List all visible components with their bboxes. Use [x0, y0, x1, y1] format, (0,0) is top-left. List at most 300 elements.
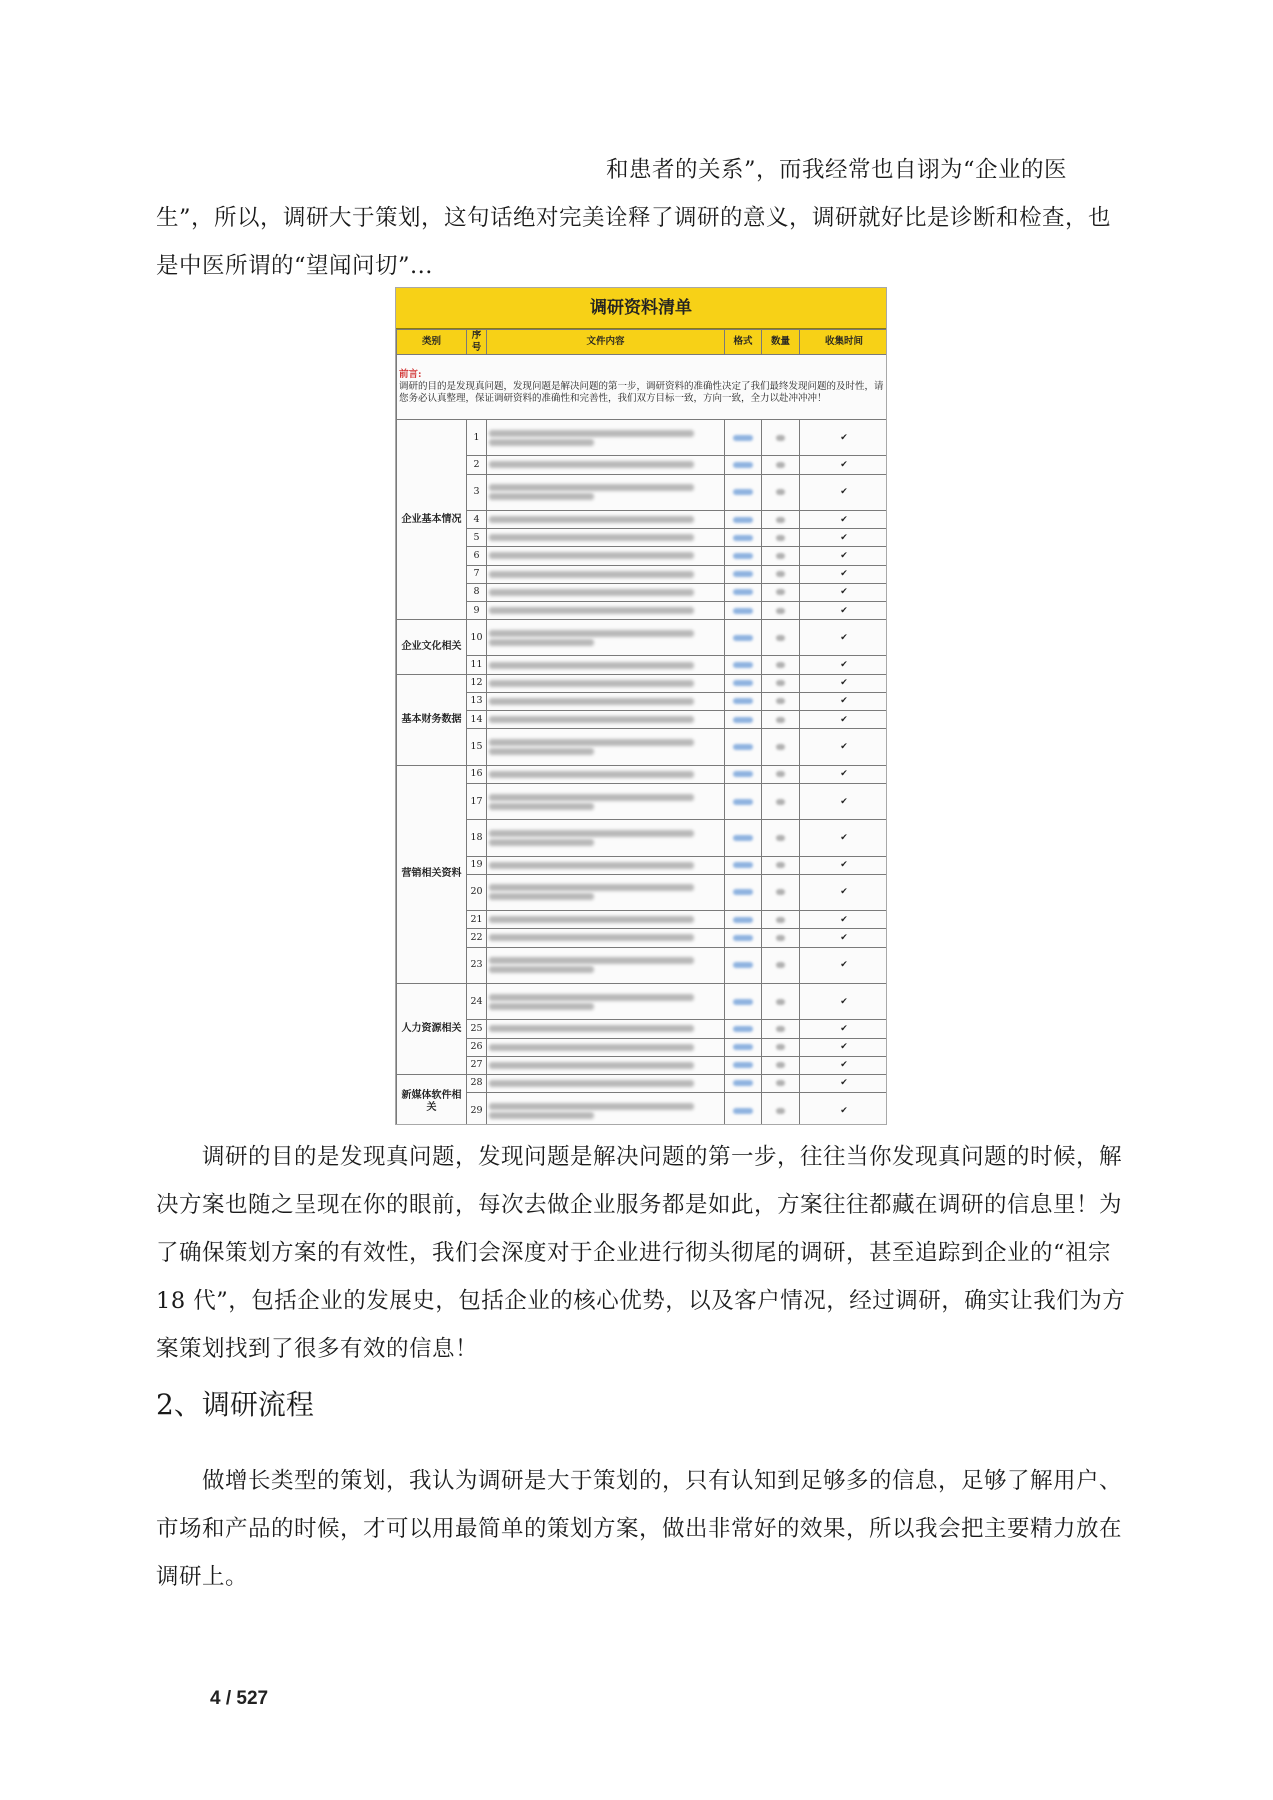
blurred-text	[489, 461, 694, 468]
header-content: 文件内容	[487, 330, 725, 355]
check-icon: ✔	[840, 514, 848, 525]
table-row	[397, 1074, 888, 1092]
content-cell-redacted	[487, 711, 725, 729]
table-row	[397, 1056, 888, 1074]
check-icon: ✔	[840, 1042, 848, 1053]
collect-time-cell	[800, 711, 888, 729]
blurred-text	[489, 1112, 594, 1119]
format-cell-redacted	[725, 1074, 762, 1092]
content-cell-redacted	[487, 874, 725, 910]
table-row	[397, 983, 888, 1019]
format-cell-redacted	[725, 474, 762, 510]
content-cell-redacted	[487, 510, 725, 528]
index-cell: 14	[467, 711, 487, 729]
body-line-2: 决方案也随之呈现在你的眼前，每次去做企业服务都是如此，方案往往都藏在调研的信息里！为	[156, 1192, 1123, 1218]
content-cell-redacted	[487, 547, 725, 565]
quantity-cell-redacted	[762, 547, 800, 565]
blurred-quantity	[776, 553, 786, 559]
blurred-text	[489, 1025, 694, 1032]
content-cell-redacted	[487, 947, 725, 983]
quantity-cell-redacted	[762, 1056, 800, 1074]
blurred-text	[489, 430, 694, 437]
table-row	[397, 729, 888, 765]
format-cell-redacted	[725, 656, 762, 674]
blurred-quantity	[776, 962, 786, 968]
blurred-quantity	[776, 889, 786, 895]
blurred-text	[489, 680, 694, 687]
table-title: 调研资料清单	[396, 288, 886, 329]
content-cell-redacted	[487, 420, 725, 456]
index-cell: 2	[467, 456, 487, 474]
format-cell-redacted	[725, 783, 762, 819]
table-row	[397, 420, 888, 456]
check-icon: ✔	[840, 1023, 848, 1034]
blurred-text	[489, 830, 694, 837]
blurred-format	[733, 862, 752, 868]
blurred-text	[489, 1003, 594, 1010]
check-icon: ✔	[840, 532, 848, 543]
collect-time-cell	[800, 656, 888, 674]
blurred-quantity	[776, 571, 786, 577]
table-row	[397, 856, 888, 874]
collect-time-cell	[800, 856, 888, 874]
quantity-cell-redacted	[762, 510, 800, 528]
growth-line-2: 市场和产品的时候，才可以用最简单的策划方案，做出非常好的效果，所以我会把主要精力放在	[156, 1516, 1123, 1542]
blurred-format	[733, 635, 752, 641]
check-icon: ✔	[840, 569, 848, 580]
preface-row	[397, 355, 888, 420]
table-row	[397, 674, 888, 692]
quantity-cell-redacted	[762, 783, 800, 819]
content-cell-redacted	[487, 820, 725, 856]
check-icon: ✔	[840, 1060, 848, 1071]
collect-time-cell	[800, 783, 888, 819]
body-line-5: 案策划找到了很多有效的信息！	[156, 1336, 479, 1362]
category-cell: 新媒体软件相关	[397, 1074, 467, 1125]
blurred-text	[489, 439, 594, 446]
blurred-format	[733, 489, 752, 495]
collect-time-cell	[800, 1038, 888, 1056]
blurred-format	[733, 717, 752, 723]
header-category: 类别	[397, 330, 467, 355]
collect-time-cell	[800, 510, 888, 528]
blurred-format	[733, 535, 752, 541]
index-cell: 22	[467, 929, 487, 947]
blurred-format	[733, 608, 752, 614]
index-cell: 28	[467, 1074, 487, 1092]
collect-time-cell	[800, 565, 888, 583]
index-cell: 9	[467, 601, 487, 619]
blurred-format	[733, 889, 752, 895]
header-quantity: 数量	[762, 330, 800, 355]
blurred-text	[489, 639, 594, 646]
format-cell-redacted	[725, 820, 762, 856]
blurred-text	[489, 516, 694, 523]
index-cell: 26	[467, 1038, 487, 1056]
check-icon: ✔	[840, 432, 848, 443]
table-row	[397, 510, 888, 528]
content-cell-redacted	[487, 983, 725, 1019]
blurred-text	[489, 966, 594, 973]
collect-time-cell	[800, 674, 888, 692]
check-icon: ✔	[840, 660, 848, 671]
body-line-1: 调研的目的是发现真问题，发现问题是解决问题的第一步，往往当你发现真问题的时候，解	[202, 1144, 1123, 1170]
quantity-cell-redacted	[762, 674, 800, 692]
category-cell: 企业文化相关	[397, 620, 467, 675]
quantity-cell-redacted	[762, 1038, 800, 1056]
check-icon: ✔	[840, 1078, 848, 1089]
collect-time-cell	[800, 474, 888, 510]
check-icon: ✔	[840, 960, 848, 971]
format-cell-redacted	[725, 874, 762, 910]
blurred-quantity	[776, 1044, 786, 1050]
blurred-format	[733, 962, 752, 968]
table-row	[397, 929, 888, 947]
blurred-text	[489, 839, 594, 846]
format-cell-redacted	[725, 1056, 762, 1074]
blurred-quantity	[776, 489, 786, 495]
collect-time-cell	[800, 765, 888, 783]
quantity-cell-redacted	[762, 874, 800, 910]
blurred-text	[489, 1080, 694, 1087]
blurred-quantity	[776, 717, 786, 723]
content-cell-redacted	[487, 1056, 725, 1074]
index-cell: 7	[467, 565, 487, 583]
growth-line-3: 调研上。	[156, 1564, 249, 1590]
research-checklist-table	[396, 329, 887, 1125]
index-cell: 21	[467, 911, 487, 929]
blurred-format	[733, 1062, 752, 1068]
blurred-format	[733, 1108, 752, 1114]
index-cell: 18	[467, 820, 487, 856]
format-cell-redacted	[725, 929, 762, 947]
index-cell: 12	[467, 674, 487, 692]
quantity-cell-redacted	[762, 420, 800, 456]
quantity-cell-redacted	[762, 583, 800, 601]
content-cell-redacted	[487, 856, 725, 874]
collect-time-cell	[800, 583, 888, 601]
table-row	[397, 874, 888, 910]
collect-time-cell	[800, 911, 888, 929]
blurred-quantity	[776, 1080, 786, 1086]
table-header-row	[397, 330, 888, 355]
index-cell: 25	[467, 1020, 487, 1038]
blurred-text	[489, 716, 694, 723]
collect-time-cell	[800, 529, 888, 547]
intro-paragraph	[156, 146, 1112, 290]
content-cell-redacted	[487, 729, 725, 765]
blurred-quantity	[776, 1026, 786, 1032]
quantity-cell-redacted	[762, 656, 800, 674]
body-line-4: 18 代”，包括企业的发展史，包括企业的核心优势，以及客户情况，经过调研，确实让我们为方	[156, 1288, 1126, 1314]
content-cell-redacted	[487, 583, 725, 601]
collect-time-cell	[800, 420, 888, 456]
blurred-format	[733, 698, 752, 704]
format-cell-redacted	[725, 711, 762, 729]
content-cell-redacted	[487, 656, 725, 674]
content-cell-redacted	[487, 1093, 725, 1125]
check-icon: ✔	[840, 678, 848, 689]
index-cell: 24	[467, 983, 487, 1019]
blurred-text	[489, 748, 594, 755]
blurred-quantity	[776, 680, 786, 686]
table-row	[397, 529, 888, 547]
collect-time-cell	[800, 692, 888, 710]
content-cell-redacted	[487, 692, 725, 710]
format-cell-redacted	[725, 1038, 762, 1056]
format-cell-redacted	[725, 729, 762, 765]
table-row	[397, 765, 888, 783]
growth-paragraph	[156, 1457, 1123, 1601]
blurred-format	[733, 571, 752, 577]
blurred-text	[489, 662, 694, 669]
format-cell-redacted	[725, 911, 762, 929]
content-cell-redacted	[487, 765, 725, 783]
format-cell-redacted	[725, 1093, 762, 1125]
blurred-quantity	[776, 535, 786, 541]
check-icon: ✔	[840, 741, 848, 752]
quantity-cell-redacted	[762, 1020, 800, 1038]
blurred-format	[733, 799, 752, 805]
check-icon: ✔	[840, 550, 848, 561]
intro-line-3: 是中医所谓的“望闻问切”...	[156, 253, 433, 279]
header-index: 序号	[467, 330, 487, 355]
blurred-text	[489, 552, 694, 559]
table-row	[397, 656, 888, 674]
table-row	[397, 474, 888, 510]
blurred-format	[733, 744, 752, 750]
blurred-text	[489, 589, 694, 596]
quantity-cell-redacted	[762, 620, 800, 656]
format-cell-redacted	[725, 1020, 762, 1038]
intro-line-2: 生”，所以，调研大于策划，这句话绝对完美诠释了调研的意义，调研就好比是诊断和检查，也	[156, 205, 1112, 231]
index-cell: 4	[467, 510, 487, 528]
table-row	[397, 783, 888, 819]
check-icon: ✔	[840, 1105, 848, 1116]
blurred-quantity	[776, 862, 786, 868]
quantity-cell-redacted	[762, 765, 800, 783]
index-cell: 13	[467, 692, 487, 710]
table-row	[397, 820, 888, 856]
blurred-quantity	[776, 635, 786, 641]
format-cell-redacted	[725, 674, 762, 692]
collect-time-cell	[800, 820, 888, 856]
blurred-format	[733, 553, 752, 559]
check-icon: ✔	[840, 996, 848, 1007]
content-cell-redacted	[487, 911, 725, 929]
index-cell: 11	[467, 656, 487, 674]
content-cell-redacted	[487, 456, 725, 474]
research-checklist-image	[395, 287, 887, 1125]
intro-line-1: 和患者的关系”，而我经常也自诩为“企业的医	[606, 157, 1068, 183]
blurred-quantity	[776, 799, 786, 805]
table-row	[397, 692, 888, 710]
table-row	[397, 620, 888, 656]
quantity-cell-redacted	[762, 820, 800, 856]
content-cell-redacted	[487, 1038, 725, 1056]
blurred-text	[489, 630, 694, 637]
format-cell-redacted	[725, 510, 762, 528]
format-cell-redacted	[725, 620, 762, 656]
blurred-quantity	[776, 435, 786, 441]
blurred-text	[489, 484, 694, 491]
quantity-cell-redacted	[762, 601, 800, 619]
blurred-quantity	[776, 462, 786, 468]
format-cell-redacted	[725, 547, 762, 565]
blurred-text	[489, 994, 694, 1001]
table-row	[397, 601, 888, 619]
index-cell: 23	[467, 947, 487, 983]
check-icon: ✔	[840, 832, 848, 843]
format-cell-redacted	[725, 529, 762, 547]
format-cell-redacted	[725, 583, 762, 601]
quantity-cell-redacted	[762, 711, 800, 729]
check-icon: ✔	[840, 796, 848, 807]
blurred-quantity	[776, 589, 786, 595]
blurred-format	[733, 771, 752, 777]
index-cell: 6	[467, 547, 487, 565]
table-row	[397, 1038, 888, 1056]
blurred-format	[733, 435, 752, 441]
index-cell: 19	[467, 856, 487, 874]
growth-line-1: 做增长类型的策划，我认为调研是大于策划的，只有认知到足够多的信息，足够了解用户、	[202, 1468, 1123, 1494]
category-cell: 营销相关资料	[397, 765, 467, 983]
content-cell-redacted	[487, 1074, 725, 1092]
quantity-cell-redacted	[762, 1093, 800, 1125]
blurred-format	[733, 462, 752, 468]
blurred-format	[733, 517, 752, 523]
blurred-quantity	[776, 608, 786, 614]
index-cell: 29	[467, 1093, 487, 1125]
quantity-cell-redacted	[762, 729, 800, 765]
check-icon: ✔	[840, 696, 848, 707]
quantity-cell-redacted	[762, 565, 800, 583]
check-icon: ✔	[840, 769, 848, 780]
index-cell: 5	[467, 529, 487, 547]
quantity-cell-redacted	[762, 947, 800, 983]
page-number: 4 / 527	[210, 1688, 269, 1709]
format-cell-redacted	[725, 765, 762, 783]
blurred-text	[489, 571, 694, 578]
table-row	[397, 547, 888, 565]
index-cell: 10	[467, 620, 487, 656]
format-cell-redacted	[725, 420, 762, 456]
check-icon: ✔	[840, 714, 848, 725]
blurred-format	[733, 1026, 752, 1032]
section-heading: 2、调研流程	[156, 1388, 314, 1421]
category-cell: 企业基本情况	[397, 420, 467, 620]
blurred-format	[733, 680, 752, 686]
check-icon: ✔	[840, 914, 848, 925]
body-paragraph	[156, 1133, 1126, 1373]
format-cell-redacted	[725, 692, 762, 710]
blurred-quantity	[776, 1062, 786, 1068]
content-cell-redacted	[487, 620, 725, 656]
blurred-format	[733, 999, 752, 1005]
quantity-cell-redacted	[762, 1074, 800, 1092]
quantity-cell-redacted	[762, 692, 800, 710]
blurred-format	[733, 1080, 752, 1086]
index-cell: 1	[467, 420, 487, 456]
quantity-cell-redacted	[762, 911, 800, 929]
blurred-text	[489, 884, 694, 891]
collect-time-cell	[800, 1074, 888, 1092]
blurred-quantity	[776, 917, 786, 923]
quantity-cell-redacted	[762, 474, 800, 510]
blurred-text	[489, 794, 694, 801]
blurred-format	[733, 935, 752, 941]
format-cell-redacted	[725, 565, 762, 583]
blurred-quantity	[776, 835, 786, 841]
quantity-cell-redacted	[762, 929, 800, 947]
blurred-quantity	[776, 662, 786, 668]
preface-label: 前言:	[399, 369, 422, 380]
check-icon: ✔	[840, 605, 848, 616]
blurred-quantity	[776, 999, 786, 1005]
header-collect-time: 收集时间	[800, 330, 888, 355]
format-cell-redacted	[725, 856, 762, 874]
content-cell-redacted	[487, 783, 725, 819]
index-cell: 27	[467, 1056, 487, 1074]
check-icon: ✔	[840, 587, 848, 598]
blurred-quantity	[776, 744, 786, 750]
blurred-text	[489, 1103, 694, 1110]
table-row	[397, 1020, 888, 1038]
collect-time-cell	[800, 929, 888, 947]
category-cell: 基本财务数据	[397, 674, 467, 765]
preface-cell	[397, 355, 888, 420]
table-row	[397, 565, 888, 583]
blurred-text	[489, 957, 694, 964]
content-cell-redacted	[487, 565, 725, 583]
blurred-text	[489, 934, 694, 941]
check-icon: ✔	[840, 887, 848, 898]
collect-time-cell	[800, 456, 888, 474]
collect-time-cell	[800, 620, 888, 656]
table-row	[397, 711, 888, 729]
blurred-quantity	[776, 771, 786, 777]
blurred-quantity	[776, 698, 786, 704]
quantity-cell-redacted	[762, 983, 800, 1019]
blurred-format	[733, 835, 752, 841]
content-cell-redacted	[487, 529, 725, 547]
quantity-cell-redacted	[762, 856, 800, 874]
preface-text: 调研的目的是发现真问题，发现问题是解决问题的第一步，调研资料的准确性决定了我们最终发现问题的及时性，请您务必认真整理，保证调研资料的准确性和完善性，我们双方目标一致，方向一致，全力以赴冲冲冲！	[399, 381, 884, 404]
collect-time-cell	[800, 983, 888, 1019]
collect-time-cell	[800, 729, 888, 765]
check-icon: ✔	[840, 459, 848, 470]
blurred-format	[733, 917, 752, 923]
body-line-3: 了确保策划方案的有效性，我们会深度对于企业进行彻头彻尾的调研，甚至追踪到企业的“祖宗	[156, 1240, 1112, 1266]
collect-time-cell	[800, 601, 888, 619]
content-cell-redacted	[487, 929, 725, 947]
content-cell-redacted	[487, 601, 725, 619]
blurred-text	[489, 893, 594, 900]
blurred-format	[733, 1044, 752, 1050]
collect-time-cell	[800, 547, 888, 565]
blurred-text	[489, 493, 594, 500]
blurred-quantity	[776, 517, 786, 523]
index-cell: 15	[467, 729, 487, 765]
content-cell-redacted	[487, 1020, 725, 1038]
header-format: 格式	[725, 330, 762, 355]
quantity-cell-redacted	[762, 529, 800, 547]
blurred-quantity	[776, 935, 786, 941]
check-icon: ✔	[840, 932, 848, 943]
table-row	[397, 911, 888, 929]
index-cell: 16	[467, 765, 487, 783]
blurred-text	[489, 607, 694, 614]
